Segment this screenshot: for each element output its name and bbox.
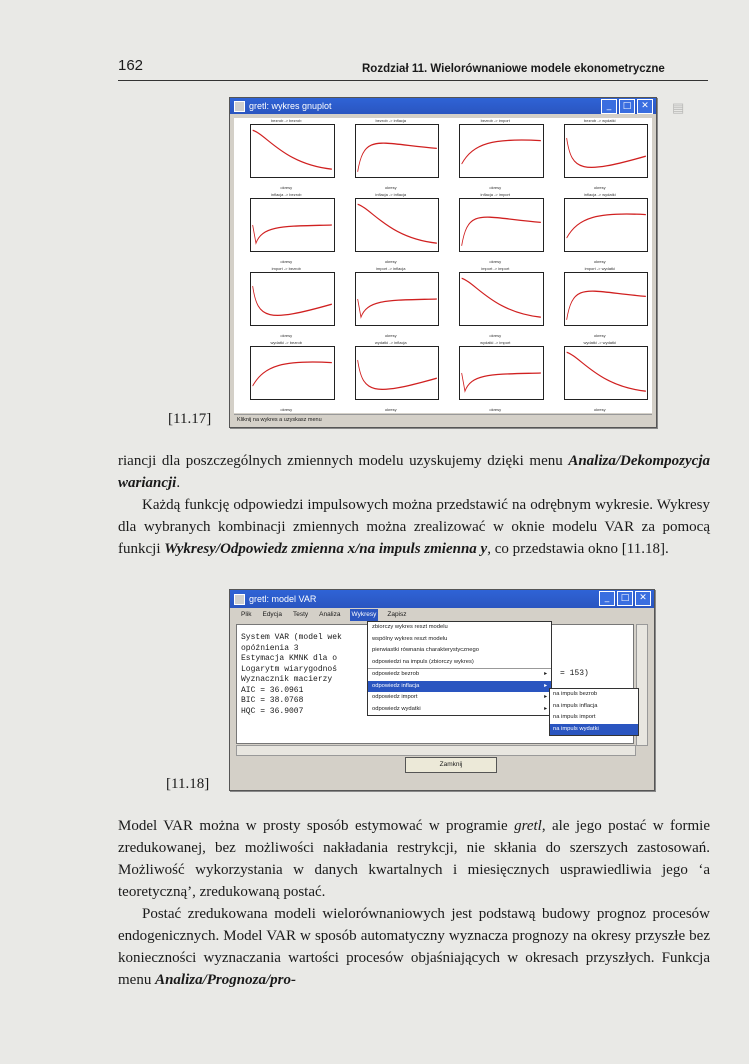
irf-x-axis-label: okresy	[593, 185, 606, 190]
irf-x-axis-label: okresy	[489, 185, 502, 190]
irf-x-axis-label: okresy	[593, 259, 606, 264]
paragraph-4	[118, 903, 710, 991]
impulse-submenu	[549, 688, 639, 736]
menu-item-odpowiedz-inflacja[interactable]: odpowiedz inflacja ▸	[368, 681, 551, 693]
irf-x-axis-label: okresy	[489, 259, 502, 264]
irf-plot-box	[564, 272, 649, 326]
irf-panel-title: wydatki -> inflacja	[374, 340, 407, 345]
irf-panel-title: bezrob -> import	[480, 118, 510, 123]
irf-panel-title: inflacja -> wydatki	[583, 192, 616, 197]
close-button[interactable]: Zamknij	[405, 757, 497, 773]
irf-x-axis-label: okresy	[593, 333, 606, 338]
menu-item[interactable]: zbiorczy wykres reszt modelu	[372, 624, 448, 630]
para3-text: Model VAR można w prosty sposób estymować w programie	[118, 818, 515, 834]
chevron-right-icon: ▸	[544, 694, 547, 700]
window-controls	[601, 99, 653, 114]
gnuplot-window	[229, 97, 657, 428]
para4-text: Postać zredukowana modeli wielorównaniowych jest podstawą budowy prognoz procesów endogenicznych. Model VAR w sposób automatyczny wyznacza prognozy na okresy przyszłe bez konieczności wyznaczania wartości procesów objaśniających w okresach przyszłych. Funkcja menu	[118, 906, 710, 988]
menu-path-variance: Analiza/Dekompozycja wariancji	[118, 453, 710, 491]
page-number: 162	[118, 57, 144, 74]
irf-plot-box	[564, 346, 649, 400]
irf-panel	[548, 340, 653, 414]
irf-x-axis-label: okresy	[280, 333, 293, 338]
irf-panel-title: inflacja -> import	[480, 192, 510, 197]
program-name: gretl	[514, 818, 542, 834]
irf-plot-box	[459, 124, 544, 178]
irf-panel	[234, 192, 339, 266]
irf-panel-title: bezrob -> inflacja	[375, 118, 407, 123]
figure-label-11-18: [11.18]	[166, 776, 210, 792]
paragraph-3	[118, 815, 710, 903]
maximize-icon[interactable]: □	[619, 99, 635, 114]
irf-panel	[548, 266, 653, 340]
paragraph-2	[118, 494, 710, 560]
irf-plot-box	[250, 124, 335, 178]
irf-plot-box	[564, 198, 649, 252]
paragraph-1	[118, 450, 710, 494]
output-line: opóźnienia 3	[241, 643, 299, 653]
menu-item-odpowiedz-wydatki[interactable]: odpowiedz wydatki ▸	[368, 704, 551, 716]
output-text-behind-menu: = 153)	[560, 669, 589, 678]
irf-plot-box	[459, 272, 544, 326]
para3-end: , ale jego postać w formie zredukowanej, bez możliwości nakładania restrykcji, nie skłania do szerszych zastosowań. Możliwość wykorzystania w danych kwartalnych i miesięcznych usprawiedliwia jego ‘a teoretyczną’, zredukowaną postać.	[118, 818, 710, 900]
irf-x-axis-label: okresy	[280, 407, 293, 412]
irf-panel	[443, 266, 548, 340]
irf-x-axis-label: okresy	[593, 407, 606, 412]
irf-plot-box	[250, 198, 335, 252]
irf-panel-title: import -> inflacja	[376, 266, 406, 271]
submenu-item-wydatki[interactable]: na impuls wydatki	[550, 724, 638, 736]
chevron-right-icon: ▸	[544, 705, 547, 712]
submenu-item-import[interactable]: na impuls import	[553, 714, 596, 720]
output-line: Estymacja KMNK dla o	[241, 654, 338, 663]
output-line: Wyznacznik macierzy	[241, 675, 333, 684]
gnuplot-statusbar: Kliknij na wykres a uzyskasz menu	[234, 414, 652, 426]
menu-path-response: Wykresy/Odpowiedz zmienna x/na impuls zmienna y	[164, 541, 488, 557]
para1-text: riancji dla poszczególnych zmiennych modelu uzyskujemy dzięki menu	[118, 453, 569, 469]
irf-x-axis-label: okresy	[489, 333, 502, 338]
menu-zapisz[interactable]: Zapisz	[387, 611, 407, 618]
menu-item[interactable]: pierwiastki równania charakterystycznego	[372, 647, 479, 653]
irf-plot-box	[355, 198, 440, 252]
window-title: gretl: model VAR	[249, 594, 317, 604]
irf-x-axis-label: okresy	[384, 407, 397, 412]
header-rule	[118, 80, 708, 81]
menu-path-forecast: Analiza/Prognoza/pro-	[155, 972, 296, 988]
irf-x-axis-label: okresy	[384, 259, 397, 264]
chevron-right-icon: ▸	[544, 671, 547, 677]
minimize-icon[interactable]: _	[599, 591, 615, 606]
irf-plot-box	[250, 272, 335, 326]
menu-item-odpowiedz-bezrob[interactable]: odpowiedz bezrob ▸	[368, 668, 551, 681]
output-line: System VAR (model wek	[241, 633, 342, 642]
irf-x-axis-label: okresy	[489, 407, 502, 412]
irf-panel	[234, 340, 339, 414]
irf-panel-title: import -> bezrob	[271, 266, 301, 271]
irf-panel	[548, 118, 653, 192]
irf-panel-title: bezrob -> wydatki	[584, 118, 616, 123]
irf-plot-box	[459, 346, 544, 400]
irf-panel	[339, 118, 444, 192]
irf-panel-title: import -> import	[481, 266, 510, 271]
figure-label-11-17: [11.17]	[168, 411, 212, 427]
menu-plik[interactable]: Plik	[241, 611, 252, 618]
irf-panel	[443, 340, 548, 414]
menu-analiza[interactable]: Analiza	[319, 611, 341, 618]
submenu-item-inflacja[interactable]: na impuls inflacja	[553, 702, 598, 709]
var-titlebar[interactable]	[230, 590, 654, 608]
para2-text: Każdą funkcję odpowiedzi impulsowych można przedstawić na odrębnym wykresie. Wykresy dla wybranych kombinacji zmiennych można zrealizować w oknie modelu VAR za pomocą funkcji	[118, 497, 710, 557]
horizontal-scrollbar[interactable]	[236, 745, 636, 756]
window-title: gretl: wykres gnuplot	[249, 101, 332, 111]
irf-plot-box	[355, 346, 440, 400]
irf-panel-title: bezrob -> bezrob	[271, 118, 302, 123]
output-line: Logarytm wiarygodnoś	[241, 664, 338, 674]
window-controls	[599, 591, 651, 606]
para2-end: , co przedstawia okno [11.18].	[487, 541, 669, 557]
irf-x-axis-label: okresy	[280, 259, 293, 264]
irf-x-axis-label: okresy	[384, 333, 397, 338]
submenu-item-bezrob[interactable]: na impuls bezrob	[553, 691, 598, 697]
menu-item[interactable]: wspólny wykres reszt modelu	[372, 635, 448, 642]
irf-panel	[548, 192, 653, 266]
app-icon	[234, 594, 245, 605]
irf-panel-title: inflacja -> bezrob	[270, 192, 302, 197]
irf-panel	[234, 266, 339, 340]
irf-panel-title: wydatki -> import	[480, 340, 511, 345]
menubar	[233, 609, 651, 621]
app-icon	[234, 101, 245, 112]
irf-panel-title: import -> wydatki	[584, 266, 615, 271]
irf-panel	[234, 118, 339, 192]
close-icon[interactable]: ✕	[635, 591, 651, 606]
menu-item[interactable]: odpowiedzi na impuls (zbiorczy wykres)	[372, 658, 474, 665]
wykresy-dropdown	[367, 621, 552, 716]
output-line: BIC = 38.0768	[241, 696, 304, 705]
menu-wykresy[interactable]: Wykresy	[350, 609, 379, 621]
menu-item-odpowiedz-import[interactable]: odpowiedz import ▸	[368, 692, 551, 704]
irf-panel-title: inflacja -> inflacja	[375, 192, 407, 197]
irf-panel	[443, 118, 548, 192]
plot-grid[interactable]	[234, 118, 652, 413]
irf-plot-box	[459, 198, 544, 252]
menu-testy[interactable]: Testy	[293, 611, 309, 618]
bleed-through: ▤	[672, 100, 685, 115]
gnuplot-titlebar[interactable]	[230, 98, 656, 114]
irf-x-axis-label: okresy	[280, 185, 293, 190]
close-icon[interactable]: ✕	[637, 99, 653, 114]
irf-x-axis-label: okresy	[384, 185, 397, 190]
chevron-right-icon: ▸	[544, 682, 547, 689]
irf-panel	[443, 192, 548, 266]
output-line: AIC = 36.0961	[241, 685, 304, 695]
irf-plot-box	[250, 346, 335, 400]
irf-plot-box	[564, 124, 649, 178]
irf-panel-title: wydatki -> wydatki	[583, 340, 617, 345]
irf-panel-title: wydatki -> bezrob	[270, 340, 302, 345]
irf-panel	[339, 340, 444, 414]
var-model-window	[229, 589, 655, 791]
para1-end: .	[176, 475, 181, 491]
maximize-icon[interactable]: □	[617, 591, 633, 606]
irf-panel	[339, 192, 444, 266]
irf-panel	[339, 266, 444, 340]
irf-plot-box	[355, 272, 440, 326]
running-head: Rozdział 11. Wielorównaniowe modele ekonometryczne	[362, 63, 665, 75]
minimize-icon[interactable]: _	[601, 99, 617, 114]
output-line: HQC = 36.9007	[241, 706, 304, 716]
menu-edycja[interactable]: Edycja	[262, 611, 282, 618]
irf-plot-box	[355, 124, 440, 178]
